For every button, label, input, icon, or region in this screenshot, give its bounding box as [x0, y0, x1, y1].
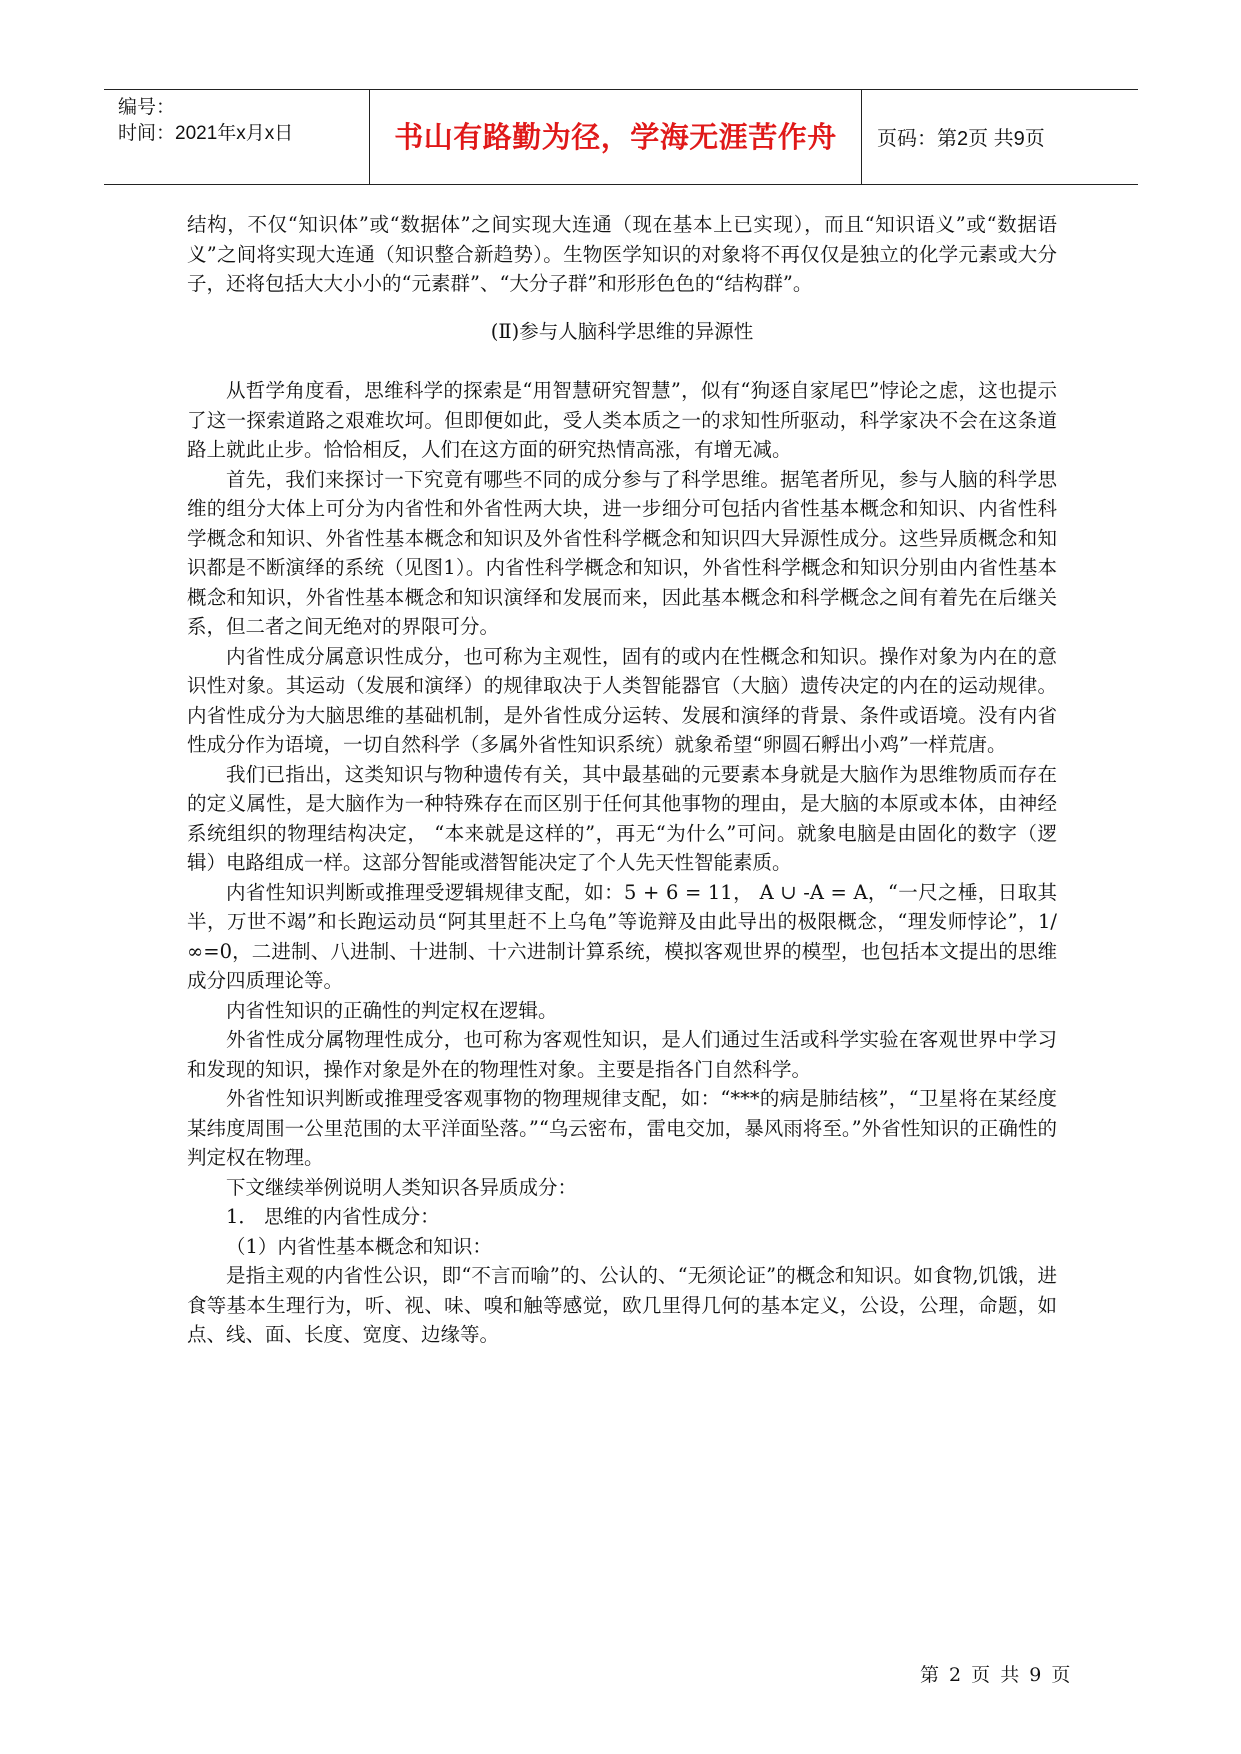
section-heading: (Ⅱ)参与人脑科学思维的异源性	[490, 319, 754, 343]
header-page-number: 页码：第2页 共9页	[877, 128, 1045, 150]
doc-number-label: 编号：	[118, 97, 176, 118]
header-slogan: 书山有路勤为径，学海无涯苦作舟	[394, 120, 837, 154]
page-header	[104, 89, 1138, 185]
header-slogan-cell	[370, 90, 862, 184]
page-footer: 第 2 页 共 9 页	[920, 1664, 1073, 1686]
paragraph: 外省性知识判断或推理受客观事物的物理规律支配，如：“***的病是肺结核”，“卫星将在某经度某纬度周围一公里范围的太平洋面坠落。”“乌云密布，雷电交加，暴风雨将至。”外省性知识的正确性的判定权在物理。	[187, 1087, 1057, 1169]
paragraph: 内省性知识判断或推理受逻辑规律支配，如：5 + 6 = 11， A ∪ -A = A，“一尺之棰，日取其半，万世不竭”和长跑运动员“阿其里赶不上乌龟”等诡辩及由此导出的极限概念，“理发师悖论”，1/∞=0，二进制、八进制、十进制、十六进制计算系统，模拟客观世界的模型，也包括本文提出的思维成分四质理论等。	[187, 880, 1057, 992]
paragraph: 从哲学角度看，思维科学的探索是“用智慧研究智慧”，似有“狗逐自家尾巴”悖论之虑，这也提示了这一探索道路之艰难坎坷。但即便如此，受人类本质之一的求知性所驱动，科学家决不会在这条道路上就此止步。恰恰相反，人们在这方面的研究热情高涨，有增无减。	[187, 379, 1057, 461]
paragraph: 首先，我们来探讨一下究竟有哪些不同的成分参与了科学思维。据笔者所见，参与人脑的科学思维的组分大体上可分为内省性和外省性两大块，进一步细分可包括内省性基本概念和知识、内省性科学概念和知识、外省性基本概念和知识及外省性科学概念和知识四大异源性成分。这些异质概念和知识都是不断演绎的系统（见图1）。内省性科学概念和知识，外省性科学概念和知识分别由内省性基本概念和知识，外省性基本概念和知识演绎和发展而来，因此基本概念和科学概念之间有着先在后继关系，但二者之间无绝对的界限可分。	[187, 467, 1057, 638]
list-heading: 1． 思维的内省性成分：	[226, 1205, 440, 1228]
header-page-cell	[862, 90, 1138, 184]
paragraph: 是指主观的内省性公识，即“不言而喻”的、公认的、“无须论证”的概念和知识。如食物,饥饿，进食等基本生理行为，听、视、味、嗅和触等感觉，欧几里得几何的基本定义，公设，公理，命题，如点、线、面、长度、宽度、边缘等。	[187, 1264, 1057, 1346]
paragraph: 我们已指出，这类知识与物种遗传有关，其中最基础的元要素本身就是大脑作为思维物质而存在的定义属性，是大脑作为一种特殊存在而区别于任何其他事物的理由，是大脑的本原或本体，由神经系统组织的物理结构决定， “本来就是这样的”，再无“为什么”可问。就象电脑是由固化的数字（逻辑）电路组成一样。这部分智能或潜智能决定了个人先天性智能素质。	[187, 762, 1057, 874]
paragraph: 外省性成分属物理性成分，也可称为客观性知识，是人们通过生活或科学实验在客观世界中学习和发现的知识，操作对象是外在的物理性对象。主要是指各门自然科学。	[187, 1028, 1057, 1081]
header-meta-cell	[104, 90, 370, 184]
sub-heading: （1）内省性基本概念和知识：	[226, 1234, 492, 1258]
document-body	[187, 210, 1057, 1350]
paragraph: 内省性知识的正确性的判定权在逻辑。	[226, 998, 558, 1022]
paragraph: 内省性成分属意识性成分，也可称为主观性，固有的或内在性概念和知识。操作对象为内在的意识性对象。其运动（发展和演绎）的规律取决于人类智能器官（大脑）遗传决定的内在的运动规律。内省性成分为大脑思维的基础机制，是外省性成分运转、发展和演绎的背景、条件或语境。没有内省性成分作为语境，一切自然科学（多属外省性知识系统）就象希望“卵圆石孵出小鸡”一样荒唐。	[187, 644, 1057, 756]
paragraph: 结构，不仅“知识体”或“数据体”之间实现大连通（现在基本上已实现），而且“知识语义”或“数据语义”之间将实现大连通（知识整合新趋势）。生物医学知识的对象将不再仅仅是独立的化学元素或大分子，还将包括大大小小的“元素群”、“大分子群”和形形色色的“结构群”。	[187, 213, 1057, 295]
doc-time-label: 时间：2021年x月x日	[118, 123, 294, 144]
paragraph: 下文继续举例说明人类知识各异质成分：	[226, 1175, 578, 1199]
